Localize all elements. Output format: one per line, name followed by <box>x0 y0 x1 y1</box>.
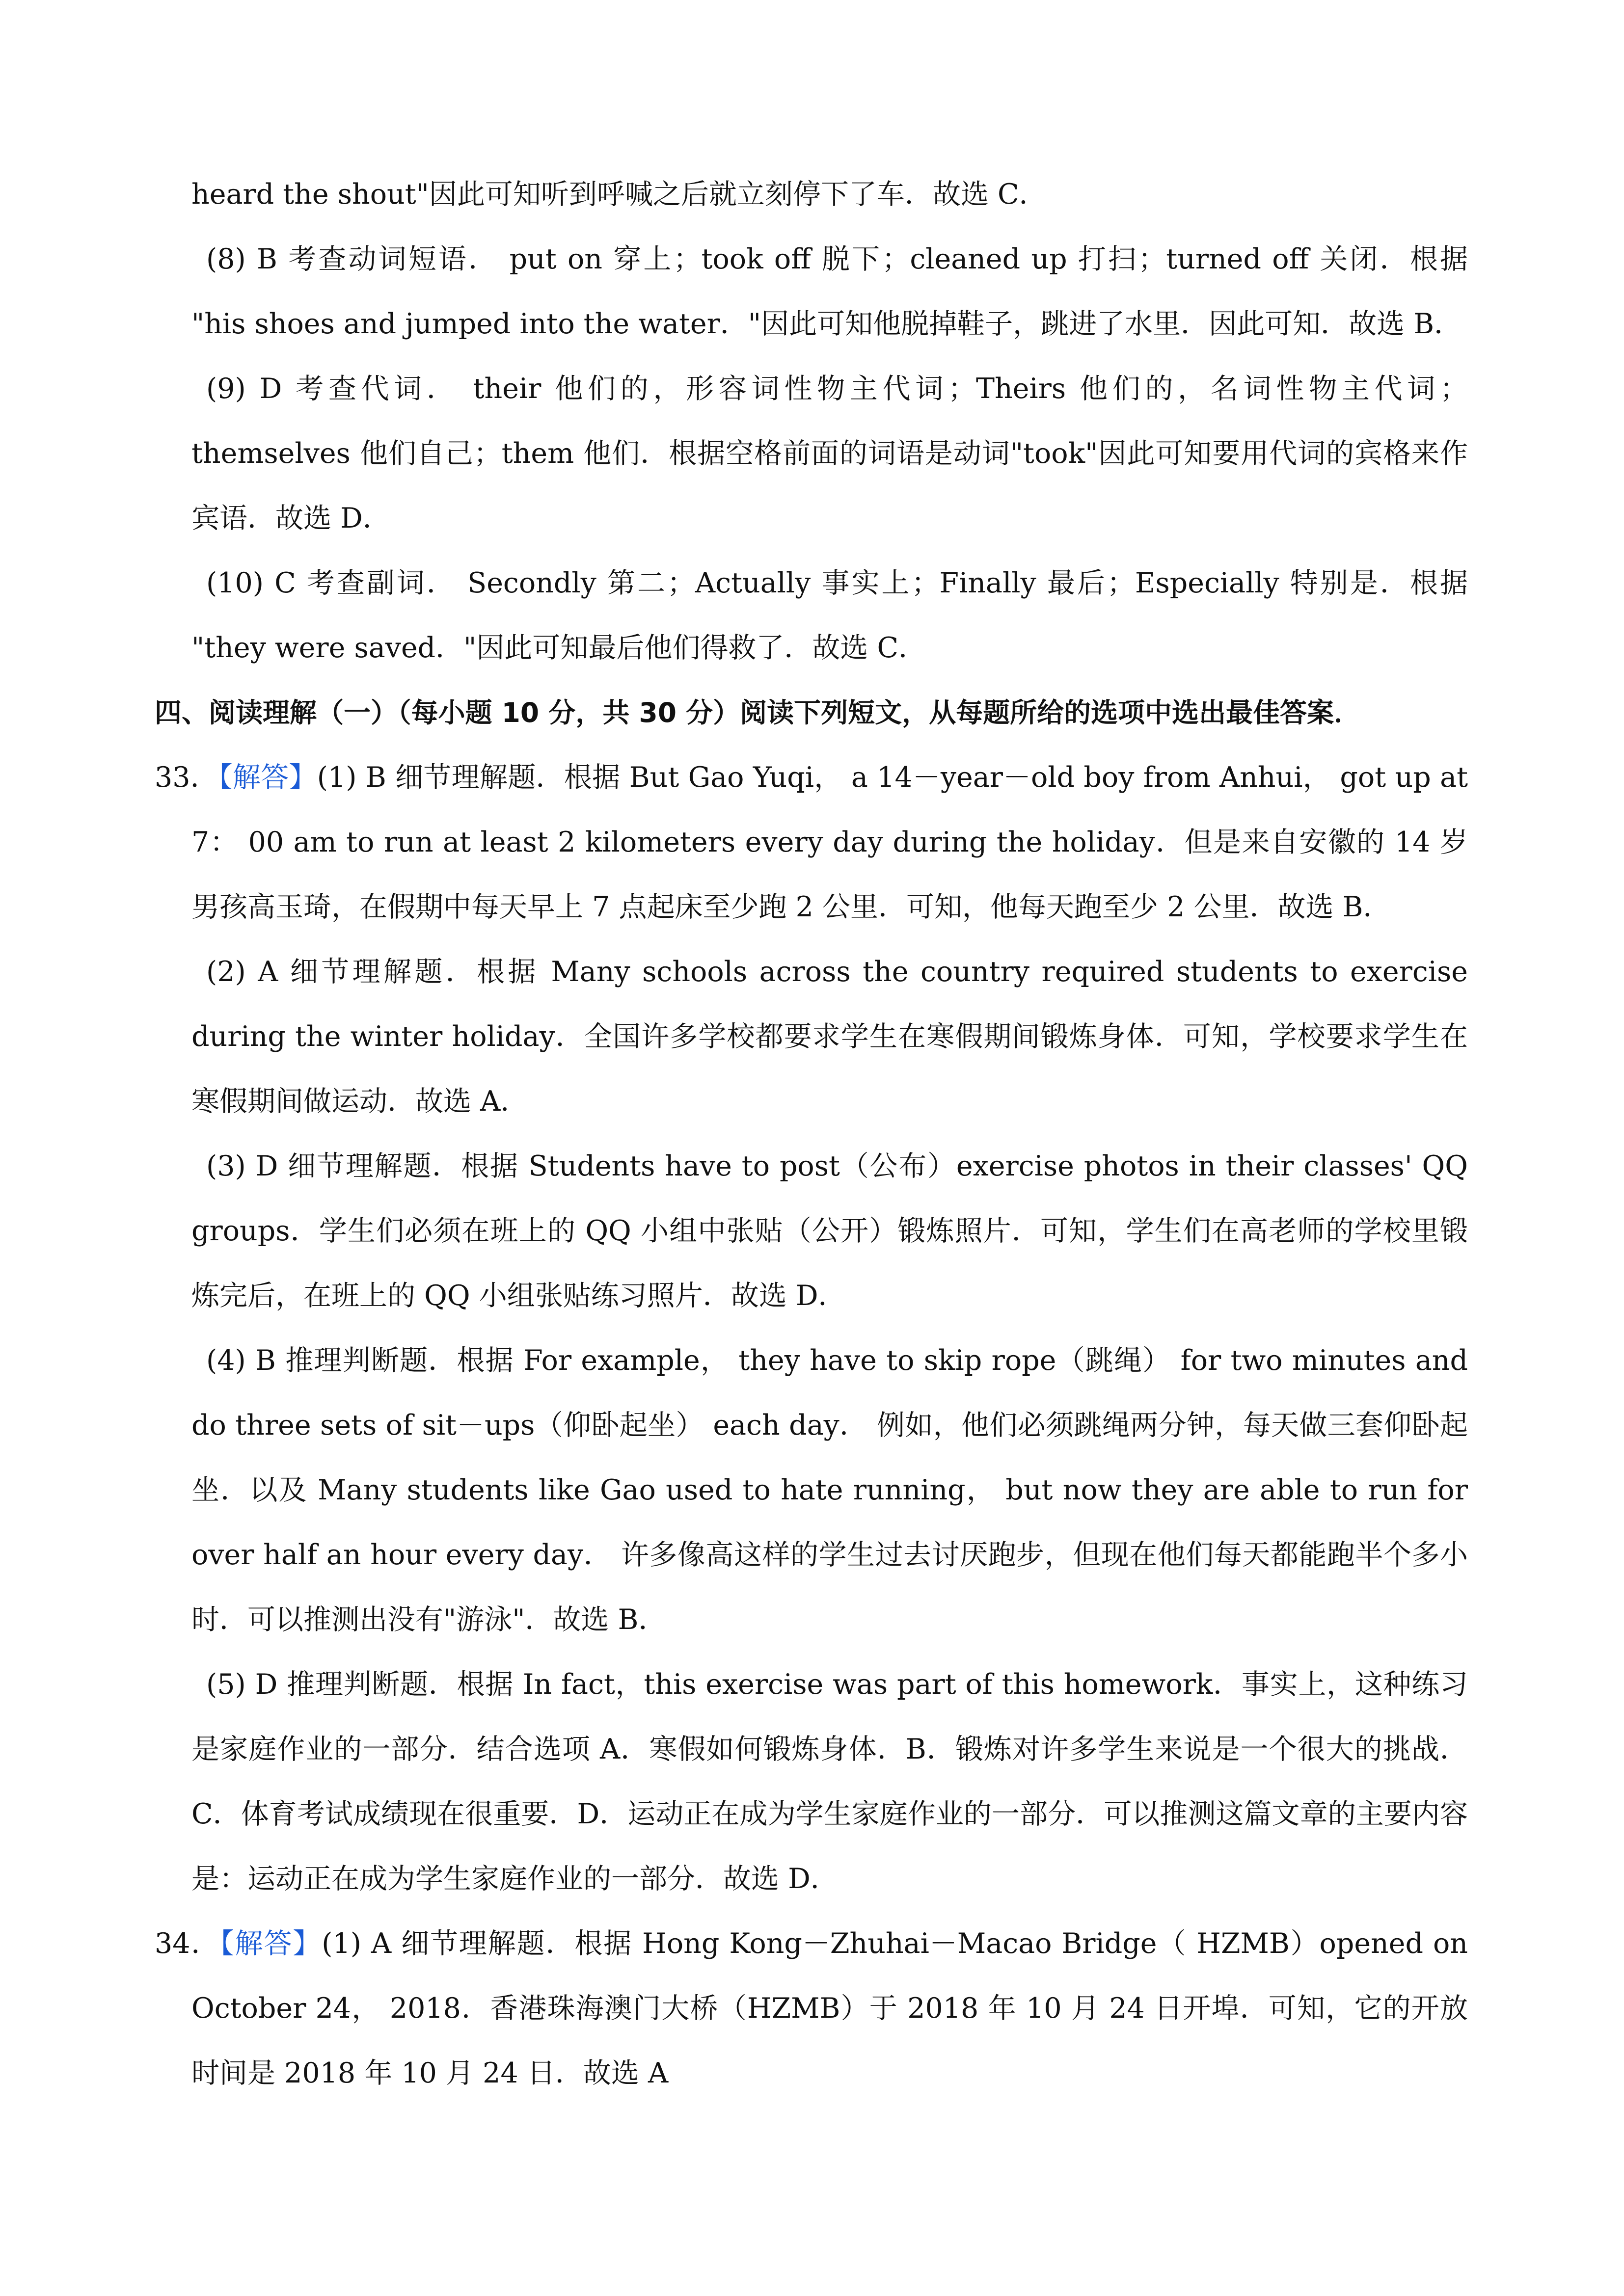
answer-8: (8) B 考查动词短语． put on 穿上；took off 脱下；cleaned up 打扫；turned off 关闭．根据 "his shoes and jumped into the water．"因此可知他脱掉鞋子，跳进了水里．因此可知．故选 B． <box>191 243 1468 340</box>
section-4-heading: 四、阅读理解（一）（每小题 10 分，共 30 分）阅读下列短文，从每题所给的选项中选出最佳答案． <box>155 697 1361 728</box>
question-34-number: 34． <box>155 1927 220 1960</box>
question-33-answer-2: (2) A 细节理解题．根据 Many schools across the country required students to exercise during the winter holiday．全国许多学校都要求学生在寒假期间锻炼身体．可知，学校要求学生在寒假期间做运动．故选 A． <box>191 956 1468 1118</box>
question-33-tag: 【解答】 <box>218 761 317 794</box>
question-34-answer-1 <box>155 1911 1468 2106</box>
question-33-sub-1: (1) B 细节理解题．根据 But Gao Yuqi， a 14－year－old boy from Anhui， got up at 7： 00 am to run at least 2 kilometers every day during the holiday．但是来自安徽的 14 岁男孩高玉琦，在假期中每天早上 7 点起床至少跑 2 公里．可知，他每天跑至少 2 公里．故选 B． <box>191 761 1468 923</box>
question-33-answer-5: (5) D 推理判断题．根据 In fact，this exercise was part of this homework．事实上，这种练习是家庭作业的一部分．结合选项 A．寒假如何锻炼身体．B．锻炼对许多学生来说是一个很大的挑战．C．体育考试成绩现在很重要．D．运动正在成为学生家庭作业的一部分．可以推测这篇文章的主要内容是：运动正在成为学生家庭作业的一部分．故选 D． <box>191 1668 1468 1895</box>
question-33-answer-4: (4) B 推理判断题．根据 For example， they have to skip rope（跳绳） for two minutes and do three sets of sit－ups（仰卧起坐） each day． 例如，他们必须跳绳两分钟，每天做三套仰卧起坐．以及 Many students like Gao used to hate running， but now they are able to run for over half an hour every day． 许多像高这样的学生过去讨厌跑步，但现在他们每天都能跑半个多小时．可以推测出没有"游泳"．故选 B． <box>191 1344 1468 1636</box>
question-33-number: 33． <box>155 761 219 794</box>
answer-page <box>155 162 1468 2106</box>
question-33-answer-3: (3) D 细节理解题．根据 Students have to post（公布）exercise photos in their classes' QQ groups．学生们必须在班上的 QQ 小组中张贴（公开）锻炼照片．可知，学生们在高老师的学校里锻炼完后，在班上的 QQ 小组张贴练习照片．故选 D． <box>191 1150 1468 1312</box>
question-34-tag: 【解答】 <box>220 1927 322 1960</box>
question-34-sub-1: (1) A 细节理解题．根据 Hong Kong－Zhuhai－Macao Bridge（ HZMB）opened on October 24， 2018．香港珠海澳门大桥（HZMB）于 2018 年 10 月 24 日开埠．可知，它的开放时间是 2018 年 10 月 24 日．故选 A <box>191 1927 1468 2089</box>
answer-9: (9) D 考查代词． their 他们的，形容词性物主代词；Theirs 他们的，名词性物主代词；themselves 他们自己；them 他们．根据空格前面的词语是动词"took"因此可知要用代词的宾格来作宾语．故选 D． <box>191 373 1468 534</box>
question-33-answer-1 <box>155 745 1468 939</box>
answer-10: (10) C 考查副词． Secondly 第二；Actually 事实上；Finally 最后；Especially 特别是．根据 "they were saved．"因此可知最后他们得救了．故选 C． <box>191 567 1468 664</box>
answer-7-continuation: heard the shout"因此可知听到呼喊之后就立刻停下了车．故选 C． <box>191 178 1047 211</box>
